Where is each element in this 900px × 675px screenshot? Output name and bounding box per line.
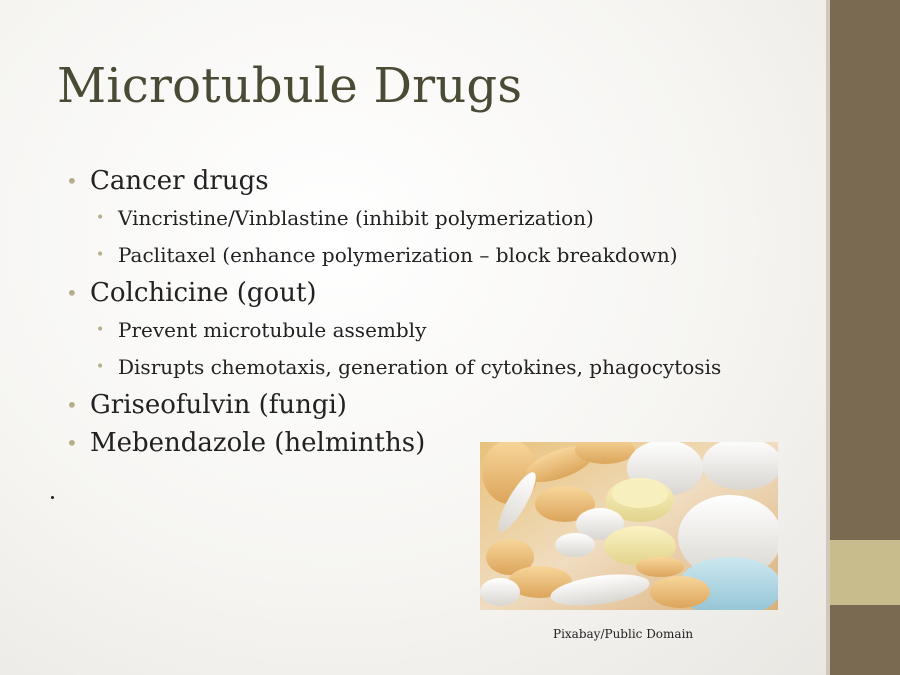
bullet-dot-icon: •	[66, 431, 78, 455]
slide-title: Microtubule Drugs	[57, 58, 523, 114]
sub-bullet-text: Disrupts chemotaxis, generation of cytokines, phagocytosis	[118, 355, 722, 379]
sub-bullet-text: Paclitaxel (enhance polymerization – block breakdown)	[118, 243, 678, 267]
stray-mark	[51, 496, 54, 499]
bullet-item	[66, 162, 721, 200]
sub-bullet-item	[66, 349, 721, 386]
bullet-list	[66, 162, 721, 462]
sub-bullet-dot-icon: •	[96, 322, 105, 338]
sub-bullet-dot-icon: •	[96, 359, 105, 375]
bullet-dot-icon: •	[66, 393, 78, 417]
bullet-text: Mebendazole (helminths)	[90, 428, 426, 458]
sub-bullet-item	[66, 312, 721, 349]
bullet-dot-icon: •	[66, 169, 78, 193]
pills-photo	[480, 442, 778, 610]
sidebar-accent-block	[830, 540, 900, 605]
sub-bullet-dot-icon: •	[96, 210, 105, 226]
sub-bullet-item	[66, 237, 721, 274]
bullet-item	[66, 386, 721, 424]
sub-bullet-item	[66, 200, 721, 237]
image-credit: Pixabay/Public Domain	[553, 627, 694, 641]
bullet-text: Griseofulvin (fungi)	[90, 390, 347, 420]
bullet-dot-icon: •	[66, 281, 78, 305]
sub-bullet-text: Prevent microtubule assembly	[118, 318, 427, 342]
bullet-text: Cancer drugs	[90, 166, 269, 196]
bullet-item	[66, 274, 721, 312]
sub-bullet-text: Vincristine/Vinblastine (inhibit polymerization)	[118, 206, 594, 230]
pills-illustration	[480, 442, 778, 610]
sub-bullet-dot-icon: •	[96, 247, 105, 263]
bullet-text: Colchicine (gout)	[90, 278, 317, 308]
